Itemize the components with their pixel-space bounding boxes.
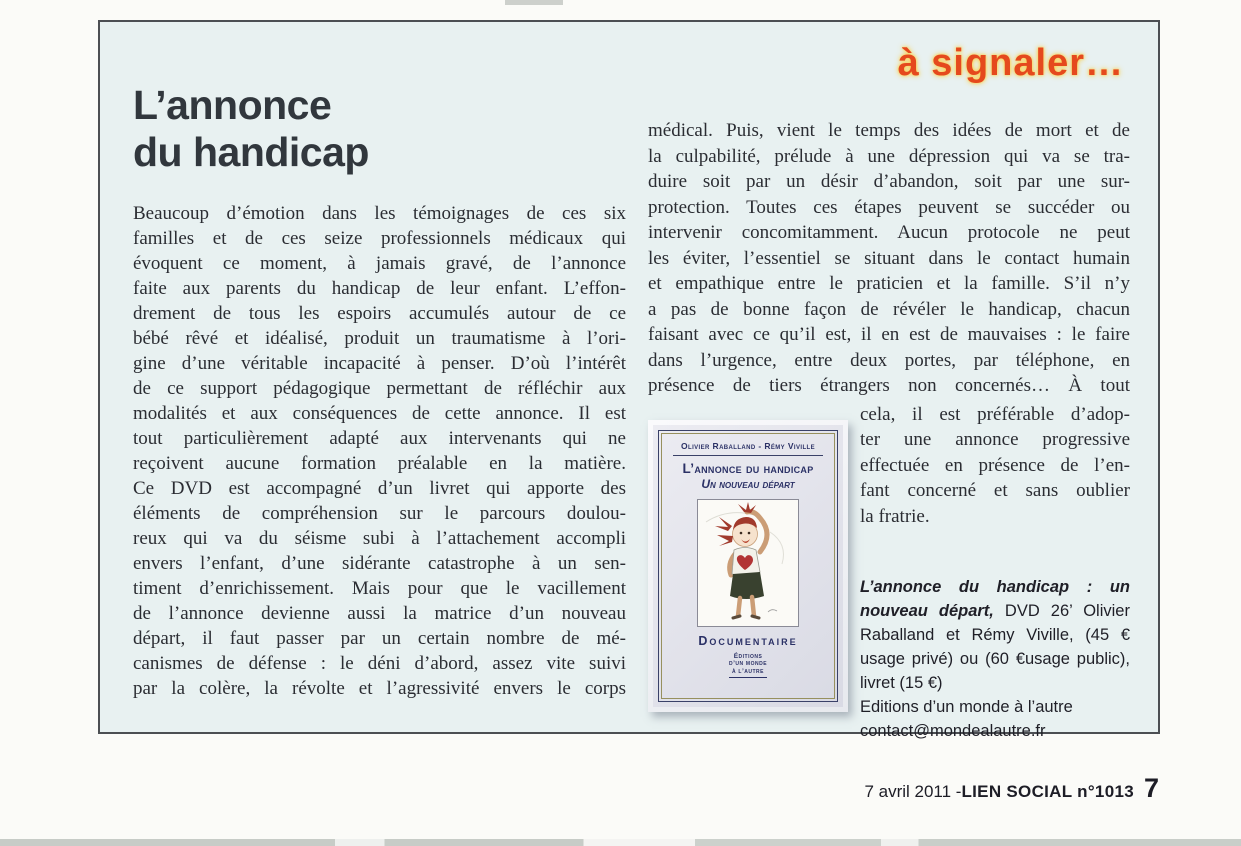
- article-title-line2: du handicap: [133, 129, 369, 175]
- article-title-line1: L’annonce: [133, 82, 332, 128]
- footer-date: 7 avril 2011 -: [864, 782, 962, 801]
- text-line: tout particulièrement adapté aux intervenants qui ne: [133, 428, 626, 449]
- text-line: fant concerné et sans oublier: [860, 480, 1130, 501]
- media-row: [648, 402, 1130, 744]
- dvd-cover-authors: Olivier Raballand - Rémy Viville: [681, 440, 815, 451]
- text-line: faisant avec ce qu’il est, il en est de mauvaises : le faire: [648, 324, 1130, 345]
- dvd-cover-frame: [658, 430, 838, 702]
- dvd-publisher-line1: Éditions: [733, 652, 763, 660]
- text-line: reux qui va du séisme subi à l’attachement accompli: [133, 528, 626, 549]
- wrap-text: [860, 402, 1130, 530]
- text-line: de ce support pédagogique permettant de réfléchir aux: [133, 378, 626, 399]
- dvd-illustration: [697, 499, 799, 627]
- text-line: familles et de ces seize professionnels médicaux qui: [133, 228, 626, 249]
- dvd-publisher-line3: à l’autre: [732, 667, 764, 675]
- text-line: départ, il faut passer par un certain nombre de mé-: [133, 628, 626, 649]
- girl-sketch-illustration: [698, 500, 798, 626]
- wrap-column: [860, 402, 1130, 744]
- text-line: cela, il est préférable d’adop-: [860, 403, 1130, 425]
- left-column-text: [133, 201, 626, 701]
- text-line: envers l’enfant, d’une sidérante catastrophe à un sen-: [133, 553, 626, 574]
- dvd-cover-card: [653, 425, 843, 707]
- dvd-cover-subtitle: Un nouveau départ: [701, 476, 795, 491]
- text-line: canismes de défense : le déni d’abord, assez vite suivi: [133, 653, 626, 674]
- text-line: duire soit par un désir d’abandon, soit par une sur-: [648, 171, 1130, 192]
- right-column-text: [648, 118, 1130, 399]
- text-line: ter une annonce progressive: [860, 429, 1130, 450]
- text-line: bébé rêvé et idéalisé, produit un traumatisme à l’ori-: [133, 328, 626, 349]
- text-line: et empathique entre le praticien et la famille. S’il n’y: [648, 273, 1130, 294]
- dvd-cover-genre: Documentaire: [698, 633, 798, 648]
- dvd-caption: [860, 575, 1130, 743]
- caption-details: DVD 26’ Olivier Raballand et Rémy Viville, (45 € usage privé) ou (60 €usage public), livret (15 €): [860, 602, 1130, 692]
- text-line: éléments de compréhension sur le parcours doulou-: [133, 503, 626, 524]
- text-line: protection. Toutes ces étapes peuvent se succéder ou: [648, 196, 1130, 218]
- page-footer: [864, 773, 1159, 804]
- caption-credits: [860, 575, 1130, 695]
- dvd-publisher-line2: d’un monde: [728, 660, 768, 667]
- text-line: médical. Puis, vient le temps des idées de mort et de: [648, 120, 1130, 141]
- text-line: intervenir concomitamment. Aucun protocole ne peut: [648, 222, 1130, 243]
- text-line: les éviter, l’essentiel se situant dans le contact humain: [648, 247, 1130, 269]
- text-line: de l’annonce devienne aussi la matrice d’un nouveau: [133, 603, 626, 624]
- caption-title: L’annonce du handicap : un nouveau départ,: [860, 578, 1130, 620]
- scan-artifact-top: [505, 0, 563, 5]
- caption-publisher: Editions d’un monde à l’autre: [860, 698, 1073, 716]
- text-line: a pas de bonne façon de révéler le handicap, chacun: [648, 298, 1130, 320]
- dvd-cover-rule: [673, 455, 823, 456]
- text-line: présence de tiers étrangers non concernés… À tout: [648, 375, 1130, 396]
- text-line: par la colère, la révolte et l’agressivité envers le corps: [133, 678, 626, 699]
- text-line: effectuée en présence de l’en-: [860, 454, 1130, 476]
- caption-email: contact@mondealautre.fr: [860, 722, 1046, 740]
- scan-artifact-bottom: [0, 839, 1241, 846]
- text-line: la fratrie.: [860, 505, 930, 527]
- footer-brand: LIEN SOCIAL n°1013: [961, 782, 1134, 801]
- text-line: timent d’enrichissement. Mais pour que le vacillement: [133, 578, 626, 599]
- dvd-publisher-logo: [729, 653, 767, 679]
- left-column: [133, 82, 626, 701]
- section-header: à signaler…: [897, 42, 1124, 84]
- dvd-cover-frame-inner: [661, 433, 835, 699]
- text-line: gine d’une véritable incapacité à penser. D’où l’intérêt: [133, 353, 626, 374]
- dvd-cover-title: L’annonce du handicap: [682, 460, 814, 476]
- text-line: dans l’urgence, entre deux portes, par téléphone, en: [648, 349, 1130, 371]
- text-line: évoquent ce moment, à jamais gravé, de l’annonce: [133, 253, 626, 274]
- text-line: la culpabilité, prélude à une dépression qui va se tra-: [648, 145, 1130, 167]
- article-panel: [98, 20, 1160, 740]
- text-line: modalités et aux conséquences de cette annonce. Il est: [133, 403, 626, 424]
- text-line: Ce DVD est accompagné d’un livret qui apporte des: [133, 478, 626, 499]
- text-line: reçoivent aucune formation préalable en la matière.: [133, 453, 626, 474]
- footer-page-number: 7: [1143, 773, 1159, 803]
- dvd-cover-photo: [648, 420, 848, 712]
- text-line: drement de tous les espoirs accumulés autour de ce: [133, 303, 626, 324]
- text-line: Beaucoup d’émotion dans les témoignages de ces six: [133, 203, 626, 224]
- article-title: [133, 82, 626, 176]
- right-column: [648, 118, 1130, 743]
- text-line: faite aux parents du handicap de leur enfant. L’effon-: [133, 278, 626, 299]
